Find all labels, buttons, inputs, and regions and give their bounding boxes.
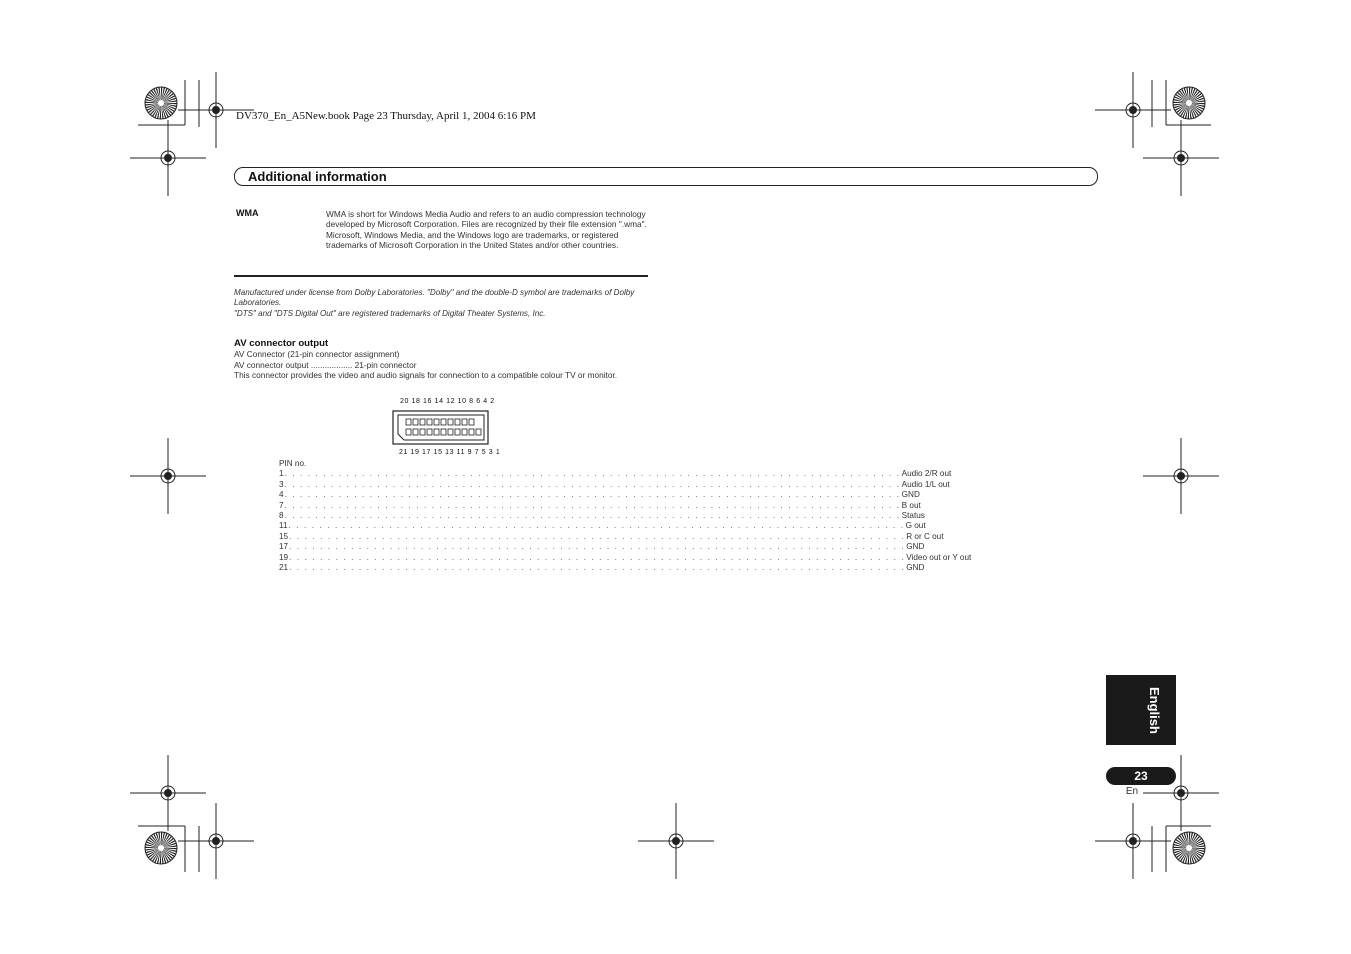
registration-target-icon [638, 803, 714, 879]
pin-signal: Audio 2/R out [901, 469, 952, 479]
pin-row [279, 510, 925, 521]
registration-target-icon [130, 120, 206, 196]
pin-number: 4 [279, 490, 284, 500]
leader-dots: . . . . . . . . . . . . . . . . . . . . . . . . . . . . . . . . . . . . . . . . . . . . . . . . . . . . . . . . . . . . . . . . . . . . . . . . . . . . . . . . [284, 469, 901, 479]
pin-number: 15 [279, 531, 289, 541]
connector-pin [469, 419, 474, 425]
leader-dots: . . . . . . . . . . . . . . . . . . . . . . . . . . . . . . . . . . . . . . . . . . . . . . . . . . . . . . . . . . . . . . . . . . . . . . . . . . . . . . . . [289, 552, 906, 562]
av-line: AV Connector (21-pin connector assignment) [234, 349, 400, 359]
pin-number: 3 [279, 479, 284, 489]
pin-row [279, 531, 944, 542]
section-title: Additional information [248, 169, 387, 184]
pin-assignment-table [279, 459, 972, 573]
starburst-mark-icon [1173, 87, 1205, 119]
starburst-mark-icon [1173, 832, 1205, 864]
pin-row [279, 469, 952, 479]
connector-pin [427, 429, 432, 435]
connector-pin [476, 429, 481, 435]
connector-pin [420, 419, 425, 425]
pin-number: 1 [279, 469, 284, 479]
av-connector-description [234, 349, 648, 381]
connector-pin [462, 419, 467, 425]
connector-pin [448, 429, 453, 435]
leader-dots: . . . . . . . . . . . . . . . . . . . . . . . . . . . . . . . . . . . . . . . . . . . . . . . . . . . . . . . . . . . . . . . . . . . . . . . . . . . . . . . . [284, 490, 901, 500]
connector-pin [469, 429, 474, 435]
connector-pin [434, 419, 439, 425]
pin-number: 19 [279, 552, 289, 562]
page-number: 23 [1106, 767, 1176, 785]
leader-dots: . . . . . . . . . . . . . . . . . . . . . . . . . . . . . . . . . . . . . . . . . . . . . . . . . . . . . . . . . . . . . . . . . . . . . . . . . . . . . . . . [288, 521, 905, 531]
registration-target-icon [1143, 438, 1219, 514]
connector-pin [420, 429, 425, 435]
language-label: English [1147, 687, 1162, 734]
registration-target-icon [1095, 72, 1171, 148]
pin-row [279, 500, 921, 511]
registration-target-icon [130, 755, 206, 831]
leader-dots: . . . . . . . . . . . . . . . . . . . . . . . . . . . . . . . . . . . . . . . . . . . . . . . . . . . . . . . . . . . . . . . . . . . . . . . . . . . . . . . . [289, 531, 906, 541]
glossary-term: WMA [236, 208, 259, 218]
pin-row [279, 552, 972, 563]
leader-dots: . . . . . . . . . . . . . . . . . . . . . . . . . . . . . . . . . . . . . . . . . . . . . . . . . . . . . . . . . . . . . . . . . . . . . . . . . . . . . . . . [284, 510, 901, 520]
pin-number: 7 [279, 500, 284, 510]
pin-signal: R or C out [906, 531, 944, 541]
registration-target-icon [130, 438, 206, 514]
definition-text: Microsoft, Windows Media, and the Windows logo are trademarks, or registered trademarks of Microsoft Corporation in the United States and/or other countries. [326, 229, 619, 251]
pin-row [279, 521, 926, 531]
trademark-notice [234, 288, 648, 319]
pin-row [279, 490, 920, 500]
connector-pin [441, 429, 446, 435]
pin-signal: GND [906, 542, 925, 552]
leader-dots: . . . . . . . . . . . . . . . . . . . . . . . . . . . . . . . . . . . . . . . . . . . . . . . . . . . . . . . . . . . . . . . . . . . . . . . . . . . . . . . . [289, 542, 906, 552]
pin-row [279, 542, 925, 552]
registration-target-icon [178, 803, 254, 879]
connector-pin [448, 419, 453, 425]
leader-dots: . . . . . . . . . . . . . . . . . . . . . . . . . . . . . . . . . . . . . . . . . . . . . . . . . . . . . . . . . . . . . . . . . . . . . . . . . . . . . . . . [284, 479, 901, 489]
registration-target-icon [1095, 803, 1171, 879]
print-header: DV370_En_A5New.book Page 23 Thursday, April 1, 2004 6:16 PM [236, 110, 536, 122]
registration-target-icon [1143, 120, 1219, 196]
leader-dots: . . . . . . . . . . . . . . . . . . . . . . . . . . . . . . . . . . . . . . . . . . . . . . . . . . . . . . . . . . . . . . . . . . . . . . . . . . . . . . . . [289, 562, 906, 572]
pin-signal: GND [906, 562, 925, 572]
pin-signal: Status [901, 510, 925, 520]
av-connector-heading: AV connector output [234, 338, 329, 349]
connector-pin [406, 419, 411, 425]
connector-bottom-pin-numbers: 21 19 17 15 13 11 9 7 5 3 1 [399, 449, 501, 456]
pin-number: 8 [279, 510, 284, 520]
glossary-definition [326, 209, 648, 251]
starburst-mark-icon [145, 87, 177, 119]
pin-row [279, 562, 925, 573]
leader-dots: . . . . . . . . . . . . . . . . . . . . . . . . . . . . . . . . . . . . . . . . . . . . . . . . . . . . . . . . . . . . . . . . . . . . . . . . . . . . . . . . [284, 500, 901, 510]
av-line: This connector provides the video and audio signals for connection to a compatible colour TV or monitor. [234, 370, 618, 380]
connector-pin [406, 429, 411, 435]
dolby-notice: Manufactured under license from Dolby Laboratories. "Dolby" and the double-D symbol are trademarks of Dolby Laboratories. [234, 288, 635, 308]
pin-signal: Video out or Y out [906, 552, 972, 562]
definition-text: WMA is short for Windows Media Audio and refers to an audio compression technology developed by Microsoft Corporation. Files are recognized by their file extension ".wma". [326, 209, 647, 230]
dts-notice: "DTS" and "DTS Digital Out" are registered trademarks of Digital Theater Systems, Inc. [234, 308, 546, 318]
av-line: AV connector output .................. 21-pin connector [234, 359, 417, 370]
connector-top-pin-numbers: 20 18 16 14 12 10 8 6 4 2 [400, 398, 495, 405]
divider [234, 275, 648, 277]
language-tab [1106, 675, 1176, 745]
pin-header: PIN no. [279, 459, 307, 468]
connector-pin [413, 419, 418, 425]
pin-signal: Audio 1/L out [901, 479, 950, 489]
section-header-bar [234, 167, 1098, 186]
page-language: En [1125, 786, 1139, 797]
connector-pin [434, 429, 439, 435]
starburst-mark-icon [145, 832, 177, 864]
pin-number: 21 [279, 562, 289, 572]
pin-number: 17 [279, 542, 289, 552]
scart-connector-icon [392, 410, 490, 446]
connector-pin [455, 419, 460, 425]
pin-signal: G out [905, 521, 926, 531]
connector-pin [455, 429, 460, 435]
pin-number: 11 [279, 521, 288, 531]
connector-pin [413, 429, 418, 435]
connector-pin [462, 429, 467, 435]
connector-pin [427, 419, 432, 425]
connector-pin [441, 419, 446, 425]
pin-signal: B out [901, 500, 921, 510]
pin-signal: GND [901, 490, 920, 500]
pin-row [279, 479, 950, 490]
